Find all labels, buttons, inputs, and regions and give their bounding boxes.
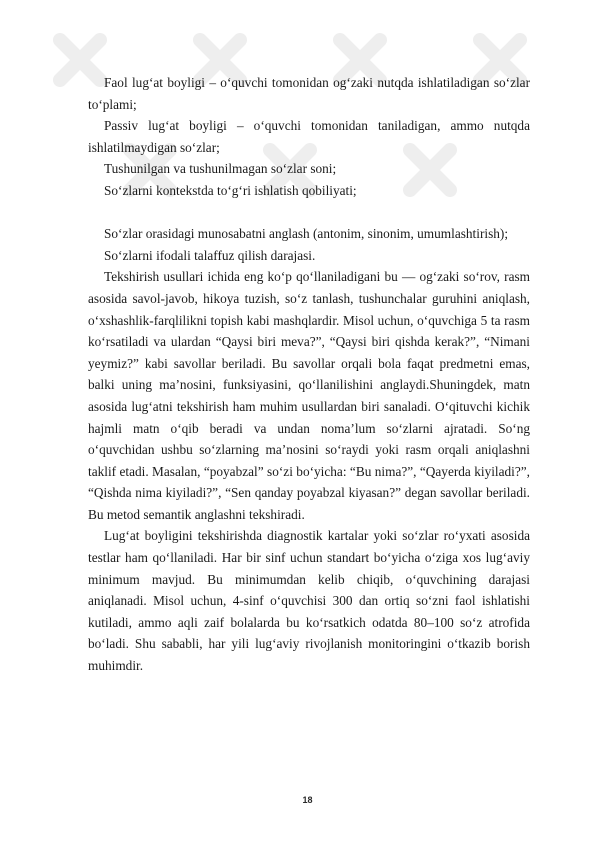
paragraph-tekshirish-usullari: Tekshirish usullari ichida eng ko‘p qo‘llaniladigani bu — og‘zaki so‘rov, rasm asosida savol-javob, hikoya tuzish, so‘z tanlash, tushunchalar guruhini aniqlash, o‘xshashlik-farqlilikni topish kabi mashqlardir. Misol uchun, o‘quvchiga 5 ta rasm ko‘rsatiladi va ulardan “Qaysi biri meva?”, “Qaysi biri qishda kerak?”, “Nimani yeymiz?” kabi savollar beriladi. Bu savollar orqali bola faqat predmetni emas, balki uning ma’nosini, funksiyasini, qo‘llanilishini anglaydi.Shuningdek, matn asosida lug‘atni tekshirish ham muhim usullardan biri sanaladi. O‘qituvchi kichik hajmli matn o‘qib beradi va undan noma’lum so‘zlarni ajratadi. So‘ng o‘quvchidan ushbu so‘zlarning ma’nosini so‘raydi yoki rasm orqali aniqlashni taklif etadi. Masalan, “poyabzal” so‘zi bo‘yicha: “Bu nima?”, “Qayerda kiyiladi?”, “Qishda nima kiyiladi?”, “Sen qanday poyabzal kiyasan?” degan savollar beriladi. Bu metod semantik anglashni tekshiradi.	[88, 269, 530, 522]
paragraph-kontekst: So‘zlarni kontekstda to‘g‘ri ishlatish qobiliyati;	[104, 182, 357, 198]
paragraph-munosabat: So‘zlar orasidagi munosabatni anglash (antonim, sinonim, umumlashtirish);	[104, 226, 509, 242]
paragraph-passiv-lugat: Passiv lug‘at boyligi – o‘quvchi tomonidan taniladigan, ammo nutqda ishlatilmaydigan so‘zlar;	[88, 118, 530, 155]
paragraph-faol-lugat: Faol lug‘at boyligi – o‘quvchi tomonidan og‘zaki nutqda ishlatiladigan so‘zlar to‘plami;	[88, 75, 530, 112]
paragraph-diagnostik-kartalar: Lug‘at boyligini tekshirishda diagnostik kartalar yoki so‘zlar ro‘yxati asosida testlar ham qo‘llaniladi. Har bir sinf uchun standart bo‘yicha o‘ziga xos lug‘aviy minimum mavjud. Bu minimumdan kelib chiqib, o‘quvchining darajasi aniqlanadi. Misol uchun, 4-sinf o‘quvchisi 300 dan ortiq so‘zni faol ishlatishi kutiladi, ammo aqli zaif bolalarda bu ko‘rsatkich odatda 80–100 so‘z atrofida bo‘ladi. Shu sababli, har yili lug‘aviy rivojlanish monitoringini o‘tkazib borish muhimdir.	[88, 528, 530, 674]
page-number: 18	[302, 795, 313, 805]
paragraph-talaffuz: So‘zlarni ifodali talaffuz qilish darajasi.	[104, 247, 316, 263]
paragraph-sozlar-soni: Tushunilgan va tushunilmagan so‘zlar soni;	[104, 161, 337, 177]
document-body	[88, 72, 530, 677]
